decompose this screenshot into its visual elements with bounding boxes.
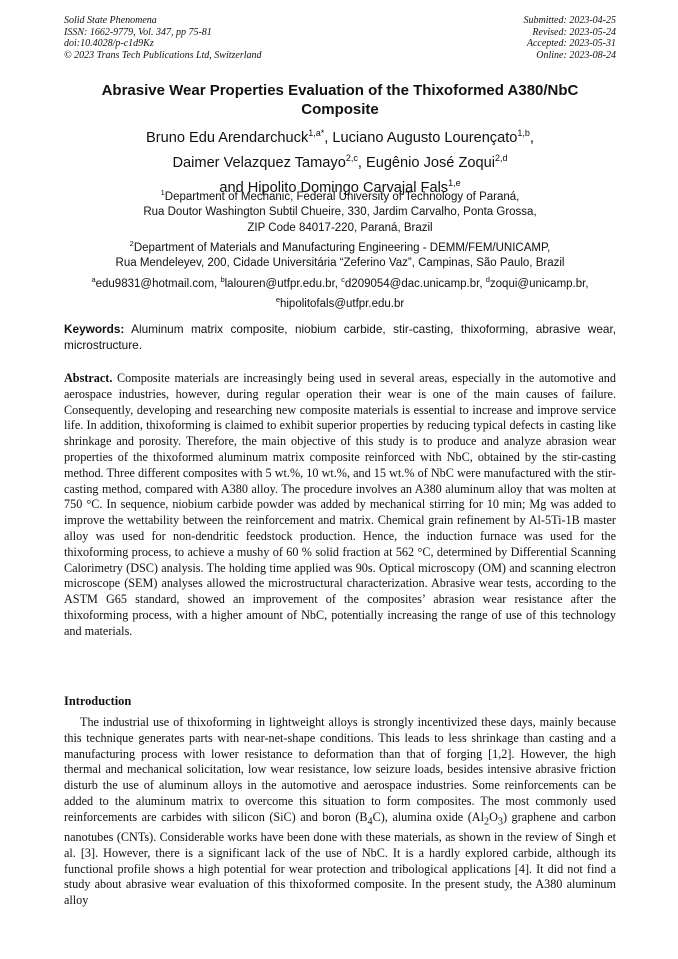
intro-text: C), alumina oxide (Al xyxy=(372,809,484,824)
email-link[interactable]: d209054@dac.unicamp.br, xyxy=(344,277,486,290)
journal-name: Solid State Phenomena xyxy=(64,15,157,26)
author-superscript: 1,a* xyxy=(308,128,325,138)
email-superscript: c xyxy=(341,275,345,284)
affiliation-line: Rua Doutor Washington Subtil Chueire, 330, Jardim Carvalho, Ponta Grossa, xyxy=(143,206,537,219)
keywords-label: Keywords: xyxy=(64,322,125,336)
abstract-text: Composite materials are increasingly being used in several areas, especially in the automotive and aerospace industries, however, during regular operation their wear is one of the main causes of failure. Consequently, developing and researching new composite materials is essential to increase and improve service life. In addition, thixoforming is claimed to exhibit superior properties by reducing typical defects in casting like shrinkage and porosity. Therefore, the main objective of this study is to produce and analyze abrasion wear properties of the thixoformed aluminum matrix composite reinforced with NbC, obtained by the stir-casting method. Three different composites with 5 wt.%, 10 wt.%, and 15 wt.% of NbC were manufactured with the stir-casting method, compared with A380 alloy. The procedure involves an A380 aluminum alloy that was molten at 750 °C. In sequence, niobium carbide powder was added by mechanical stirring for 10 min; Mg was added to improve the wettability between the reinforcement and matrix. Chemical grain refinement by Al-5Ti-1B master alloy was used for non-dendritic feedstock production. Hence, the induction furnace was used for the thixoforming process, to achieve a mushy of 60 % solid fraction at 562 °C, determined by Differential Scanning Calorimetry (DSC) analysis. The holding time applied was 90s. Optical microscopy (OM) and scanning electron microscope (SEM) analyses allowed the microstructural characterization. Abrasive wear tests, according to the ASTM G65 standard, showed an improvement of the composites’ abrasion wear resistance after the thixoforming process, with a higher amount of NbC, potentially increasing the range of use of this technology and materials. xyxy=(64,371,616,638)
keywords-section xyxy=(64,322,616,353)
author-name: Eugênio José Zoqui xyxy=(365,154,495,171)
author-separator: , xyxy=(324,129,333,146)
author-name: Luciano Augusto Lourençato xyxy=(332,129,518,146)
issn-volume: ISSN: 1662-9779, Vol. 347, pp 75-81 xyxy=(64,26,212,38)
email-link[interactable]: lalouren@utfpr.edu.br, xyxy=(224,277,342,290)
author-name: Daimer Velazquez Tamayo xyxy=(172,154,346,171)
affiliation-line: Department of Materials and Manufacturing Engineering - DEMM/FEM/UNICAMP, xyxy=(133,241,551,254)
doi: doi:10.4028/p-c1d9Kz xyxy=(64,38,154,49)
email-link[interactable]: hipolitofals@utfpr.edu.br xyxy=(279,298,405,311)
email-link[interactable]: edu9831@hotmail.com, xyxy=(95,277,221,290)
subscript: 3 xyxy=(497,816,503,828)
publication-dates xyxy=(524,15,617,61)
author-separator: , xyxy=(529,129,534,146)
affiliation-superscript: 1 xyxy=(160,188,165,197)
introduction-paragraph xyxy=(64,715,616,909)
author-separator: , xyxy=(357,154,366,171)
online-date: Online: 2023-08-24 xyxy=(536,49,616,61)
title-line-2: Composite xyxy=(301,101,379,118)
revised-date: Revised: 2023-05-24 xyxy=(532,26,616,38)
affiliation-superscript: 2 xyxy=(129,239,134,248)
intro-text: O xyxy=(489,809,498,824)
journal-header xyxy=(64,15,616,61)
introduction-heading: Introduction xyxy=(64,694,132,708)
keywords-text: Aluminum matrix composite, niobium carbide, stir-casting, thixoforming, abrasive wear, microstructure. xyxy=(64,322,616,352)
affiliation-2 xyxy=(64,236,616,272)
author-superscript: 1,b xyxy=(517,128,530,138)
author-superscript: 1,e xyxy=(448,177,461,188)
subscript: 2 xyxy=(483,816,490,828)
affiliation-1 xyxy=(64,185,616,236)
author-emails xyxy=(64,272,616,313)
email-superscript: d xyxy=(485,275,490,284)
affiliation-line: Rua Mendeleyev, 200, Cidade Universitária “Zeferino Vaz”, Campinas, São Paulo, Brazil xyxy=(115,257,565,270)
abstract-label: Abstract. xyxy=(64,371,113,385)
intro-text: ) graphene and carbon nanotubes (CNTs). Considerable works have been done with these materials, as shown in the review of Singh et al. [3]. However, there is a significant lack of the use of NbC. It is a hardly explored carbide, although its functional profile shows a high potential for wear protection and tribological applications [4]. It did not find a study about abrasive wear evaluation of this thixoformed composite. In the present study, the A380 aluminum alloy xyxy=(64,809,616,908)
affiliation-line: Department of Mechanic, Federal University of Technology of Paraná, xyxy=(164,190,520,203)
author-name: Hipolito Domingo Carvajal Fals xyxy=(247,179,449,196)
author-superscript: 2,c xyxy=(345,152,358,163)
author-name: Bruno Edu Arendarchuck xyxy=(146,129,309,146)
email-superscript: a xyxy=(91,275,96,284)
copyright: © 2023 Trans Tech Publications Ltd, Switzerland xyxy=(64,49,262,61)
subscript: 4 xyxy=(367,816,373,828)
accepted-date: Accepted: 2023-05-31 xyxy=(526,38,616,49)
journal-info xyxy=(64,15,262,61)
abstract-section xyxy=(64,371,616,640)
email-superscript: b xyxy=(220,275,225,284)
email-superscript: e xyxy=(275,295,280,305)
paper-title xyxy=(64,81,616,119)
affiliation-line: ZIP Code 84017-220, Paraná, Brazil xyxy=(247,221,433,234)
intro-text: B xyxy=(359,809,368,824)
author-conjunction: and xyxy=(219,179,248,196)
author-superscript: 2,d xyxy=(494,152,508,163)
submitted-date: Submitted: 2023-04-25 xyxy=(523,15,616,26)
email-link[interactable]: zoqui@unicamp.br, xyxy=(489,277,589,290)
intro-text: The industrial use of thixoforming in lightweight alloys is strongly incentivized these days, mainly because this technique generates parts with near-net-shape conditions. This leads to less shrinkage than casting and a manufacturing process with lower resistance to deformation than that of forging [1,2]. However, the high thermal and mechanical solicitation, low wear resistance, low seizure loads, besides intensive abrasive friction disturb the use of aluminum alloys in the automotive and aerospace industries. Some reinforcements can be added to the aluminum matrix to overcome this situation to form composites. The most commonly used reinforcements are carbides with silicon (SiC) and boron ( xyxy=(64,715,616,824)
title-line-1: Abrasive Wear Properties Evaluation of the Thixoformed A380/NbC xyxy=(101,82,579,99)
